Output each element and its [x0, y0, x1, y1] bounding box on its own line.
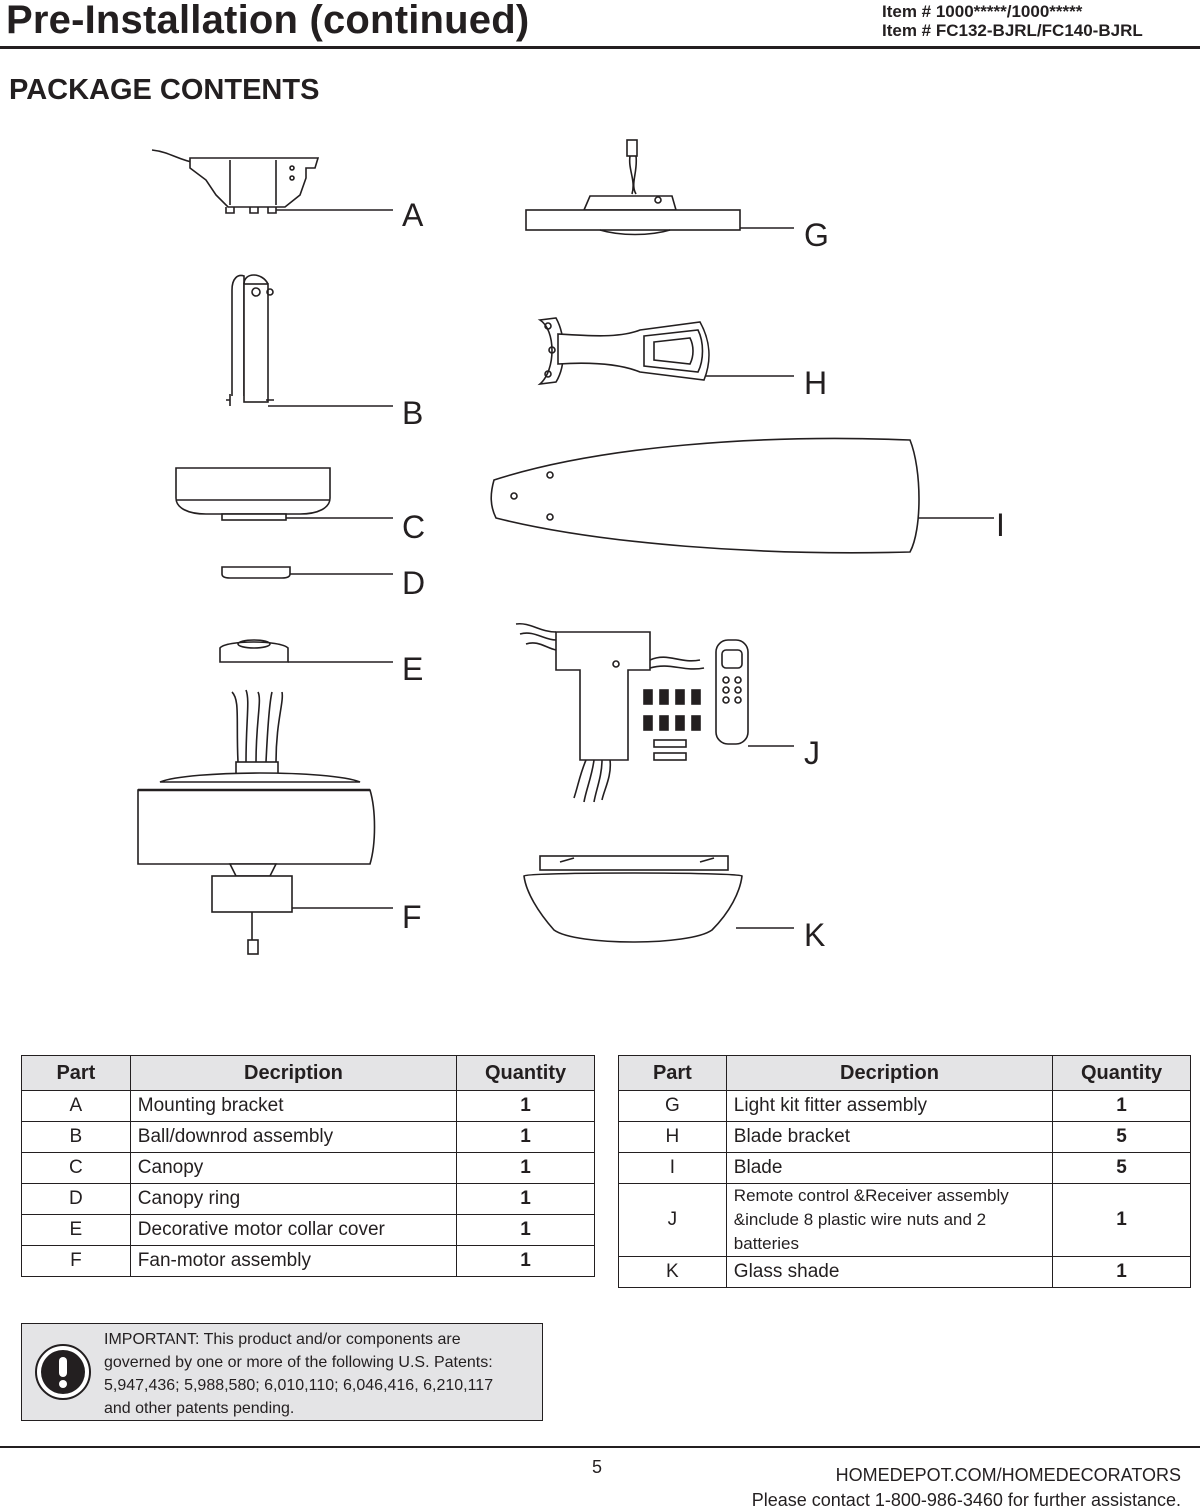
header-quantity: Quantity	[457, 1056, 595, 1091]
description-line: &include 8 plastic wire nuts and 2 batteries	[733, 1210, 987, 1253]
part-quantity: 5	[1053, 1153, 1191, 1184]
part-g-light-kit-fitter-illustration	[526, 140, 794, 235]
part-description: Canopy	[130, 1153, 456, 1184]
table-row	[22, 1122, 595, 1153]
important-text	[104, 1328, 534, 1420]
part-letter: G	[619, 1091, 727, 1122]
part-quantity: 1	[457, 1091, 595, 1122]
part-letter: B	[22, 1122, 131, 1153]
part-description: Glass shade	[726, 1257, 1052, 1288]
part-description: Blade	[726, 1153, 1052, 1184]
diagram-label-i: I	[996, 507, 1005, 543]
important-line: IMPORTANT: This product and/or components are	[104, 1331, 461, 1348]
page-number: 5	[592, 1457, 603, 1477]
table-row	[619, 1122, 1191, 1153]
part-quantity: 1	[457, 1215, 595, 1246]
table-row	[22, 1246, 595, 1277]
part-description: Light kit fitter assembly	[726, 1091, 1052, 1122]
part-d-canopy-ring-illustration	[222, 567, 393, 578]
table-row	[619, 1257, 1191, 1288]
table-row	[22, 1215, 595, 1246]
table-row	[22, 1091, 595, 1122]
table-row	[619, 1184, 1191, 1257]
part-quantity: 1	[1053, 1184, 1191, 1257]
exclamation-icon	[34, 1343, 92, 1401]
part-description: Decorative motor collar cover	[130, 1215, 456, 1246]
part-f-fan-motor-illustration	[138, 690, 393, 954]
important-line: 5,947,436; 5,988,580; 6,010,110; 6,046,416, 6,210,117	[104, 1377, 494, 1394]
part-quantity: 1	[457, 1184, 595, 1215]
part-b-downrod-illustration	[226, 275, 393, 406]
part-letter: F	[22, 1246, 131, 1277]
part-j-receiver-remote-illustration	[516, 624, 794, 802]
table-row	[22, 1153, 595, 1184]
footer-rule	[0, 1446, 1200, 1448]
header-quantity: Quantity	[1053, 1056, 1191, 1091]
part-quantity: 1	[457, 1153, 595, 1184]
part-c-canopy-illustration	[176, 468, 393, 520]
part-h-blade-bracket-illustration	[540, 318, 794, 384]
diagram-label-h: H	[804, 365, 828, 401]
part-letter: J	[619, 1184, 727, 1257]
diagram-label-b: B	[402, 395, 424, 431]
part-quantity: 1	[1053, 1091, 1191, 1122]
part-letter: D	[22, 1184, 131, 1215]
package-contents-diagram	[0, 120, 1200, 980]
part-description: Fan-motor assembly	[130, 1246, 456, 1277]
diagram-label-d: D	[402, 565, 426, 601]
table-row	[22, 1184, 595, 1215]
part-quantity: 1	[1053, 1257, 1191, 1288]
part-letter: A	[22, 1091, 131, 1122]
item-number-line-1: Item # 1000*****/1000*****	[882, 2, 1083, 21]
diagram-label-f: F	[402, 899, 422, 935]
table-header-row	[619, 1056, 1191, 1091]
header-part: Part	[619, 1056, 727, 1091]
part-letter: K	[619, 1257, 727, 1288]
part-description: Mounting bracket	[130, 1091, 456, 1122]
part-e-collar-cover-illustration	[220, 640, 393, 662]
part-k-glass-shade-illustration	[524, 856, 794, 942]
footer-website: HOMEDEPOT.COM/HOMEDECORATORS	[835, 1465, 1181, 1485]
important-line: governed by one or more of the following U.S. Patents:	[104, 1354, 493, 1371]
part-letter: H	[619, 1122, 727, 1153]
page-title: Pre-Installation (continued)	[6, 0, 530, 42]
parts-table-right	[618, 1055, 1191, 1288]
header-part: Part	[22, 1056, 131, 1091]
diagram-label-k: K	[804, 917, 826, 953]
page-header	[0, 0, 1200, 50]
diagram-label-j: J	[804, 735, 820, 771]
part-description: Blade bracket	[726, 1122, 1052, 1153]
header-rule	[0, 46, 1200, 49]
section-title: PACKAGE CONTENTS	[9, 74, 320, 106]
header-description: Decription	[726, 1056, 1052, 1091]
footer-contact: Please contact 1-800-986-3460 for further assistance.	[751, 1490, 1181, 1510]
part-quantity: 1	[457, 1246, 595, 1277]
important-notice	[21, 1323, 543, 1421]
diagram-label-e: E	[402, 651, 424, 687]
part-quantity: 1	[457, 1122, 595, 1153]
part-description: Canopy ring	[130, 1184, 456, 1215]
parts-table-left	[21, 1055, 595, 1277]
part-quantity: 5	[1053, 1122, 1191, 1153]
item-number-line-2: Item # FC132-BJRL/FC140-BJRL	[882, 21, 1143, 40]
part-description	[726, 1184, 1052, 1257]
header-description: Decription	[130, 1056, 456, 1091]
diagram-label-c: C	[402, 509, 426, 545]
table-row	[619, 1091, 1191, 1122]
table-row	[619, 1153, 1191, 1184]
diagram-label-a: A	[402, 197, 424, 233]
table-header-row	[22, 1056, 595, 1091]
part-letter: I	[619, 1153, 727, 1184]
description-line: Remote control &Receiver assembly	[733, 1186, 1009, 1205]
part-description: Ball/downrod assembly	[130, 1122, 456, 1153]
part-a-mounting-bracket-illustration	[152, 150, 393, 213]
part-letter: E	[22, 1215, 131, 1246]
important-line: and other patents pending.	[104, 1400, 295, 1417]
part-i-blade-illustration	[491, 439, 994, 553]
diagram-label-g: G	[804, 217, 829, 253]
part-letter: C	[22, 1153, 131, 1184]
